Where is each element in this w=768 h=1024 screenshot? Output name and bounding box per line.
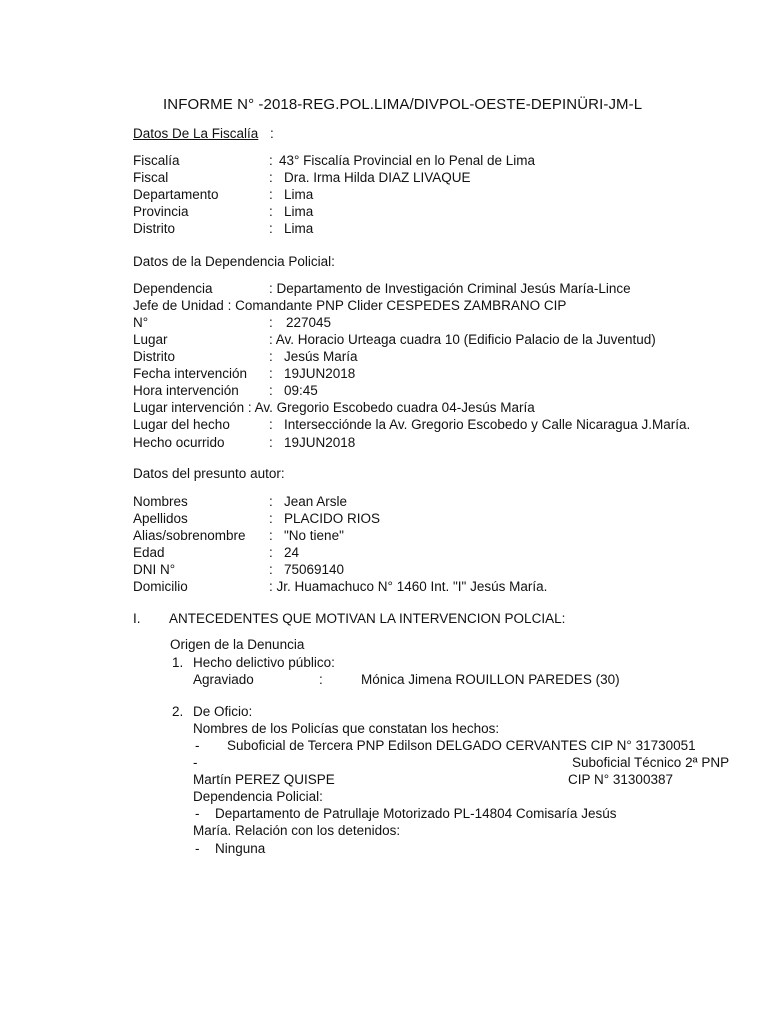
fiscal-value: Dra. Irma Hilda DIAZ LIVAQUE — [284, 170, 471, 185]
alias-label: Alias/sobrenombre — [133, 528, 246, 543]
provincia-label: Provincia — [133, 204, 189, 219]
provincia-value: Lima — [284, 204, 314, 219]
jefe-unidad-line: Jefe de Unidad : Comandante PNP Clider CESPEDES ZAMBRANO CIP — [133, 298, 567, 313]
relacion-dash: - — [195, 841, 200, 856]
officer2-dash: - — [193, 755, 198, 770]
agraviado-colon: : — [319, 672, 323, 687]
hora-intervencion-value: 09:45 — [284, 383, 318, 398]
apellidos-colon: : — [269, 511, 273, 526]
dependencia-dash: - — [195, 806, 200, 821]
hora-intervencion-colon: : — [269, 383, 273, 398]
alias-colon: : — [269, 528, 273, 543]
dependencia-policial-heading: Dependencia Policial: — [193, 789, 323, 804]
lugar-hecho-colon: : — [269, 417, 273, 432]
fiscalia-label: Fiscalía — [133, 153, 180, 168]
distrito-colon: : — [269, 349, 273, 364]
dependencia-value: : Departamento de Investigación Criminal Jesús María-Lince — [269, 281, 631, 296]
numero-label: N° — [133, 315, 149, 330]
antecedentes-heading: ANTECEDENTES QUE MOTIVAN LA INTERVENCION POLCIAL: — [169, 611, 566, 626]
numero-value: 227045 — [286, 315, 332, 330]
provincia-colon: : — [269, 204, 273, 219]
lugar-value: : Av. Horacio Urteaga cuadra 10 (Edificio Palacio de la Juventud) — [269, 332, 656, 347]
fiscal-colon: : — [269, 170, 273, 185]
relacion-text: Ninguna — [215, 841, 266, 856]
dependencia-patrullaje-text: Departamento de Patrullaje Motorizado PL-14804 Comisaría Jesús — [215, 806, 617, 821]
numero-colon: : — [269, 315, 273, 330]
edad-colon: : — [269, 545, 273, 560]
item2-number: 2. — [172, 704, 184, 719]
origen-denuncia: Origen de la Denuncia — [170, 637, 305, 652]
report-title: INFORME N° -2018-REG.POL.LIMA/DIVPOL-OESTE-DEPINÜRI-JM-L — [163, 96, 643, 113]
lugar-hecho-label: Lugar del hecho — [133, 417, 230, 432]
nombres-label: Nombres — [133, 494, 188, 509]
dni-colon: : — [269, 562, 273, 577]
policias-heading: Nombres de los Policías que constatan los hechos: — [193, 721, 500, 736]
distrito-fiscalia-colon: : — [269, 221, 273, 236]
fecha-intervencion-label: Fecha intervención — [133, 366, 248, 381]
hecho-ocurrido-label: Hecho ocurrido — [133, 435, 225, 450]
officer2-name: Martín PEREZ QUISPE — [193, 772, 335, 787]
hora-intervencion-label: Hora intervención — [133, 383, 239, 398]
departamento-label: Departamento — [133, 187, 219, 202]
officer1-text: Suboficial de Tercera PNP Edilson DELGADO CERVANTES CIP N° 31730051 — [227, 738, 696, 753]
departamento-value: Lima — [284, 187, 314, 202]
dni-value: 75069140 — [284, 562, 345, 577]
distrito-label: Distrito — [133, 349, 176, 364]
distrito-fiscalia-value: Lima — [284, 221, 314, 236]
item1-text: Hecho delictivo público: — [193, 655, 335, 670]
dependencia-label: Dependencia — [133, 281, 213, 296]
lugar-hecho-value: Intersecciónde la Av. Gregorio Escobedo y Calle Nicaragua J.María. — [284, 417, 691, 432]
fiscalia-heading-colon: : — [270, 126, 274, 141]
fiscal-label: Fiscal — [133, 170, 169, 185]
nombres-colon: : — [269, 494, 273, 509]
distrito-value: Jesús María — [284, 349, 358, 364]
fiscalia-heading: Datos De La Fiscalía — [133, 126, 259, 141]
fecha-intervencion-value: 19JUN2018 — [284, 366, 356, 381]
apellidos-value: PLACIDO RIOS — [284, 511, 381, 526]
distrito-fiscalia-label: Distrito — [133, 221, 176, 236]
apellidos-label: Apellidos — [133, 511, 188, 526]
hecho-ocurrido-value: 19JUN2018 — [284, 435, 356, 450]
officer2-rank: Suboficial Técnico 2ª PNP — [572, 755, 730, 770]
alias-value: "No tiene" — [284, 528, 344, 543]
departamento-colon: : — [269, 187, 273, 202]
section-numeral: I. — [133, 611, 141, 626]
dependencia-heading: Datos de la Dependencia Policial: — [133, 254, 335, 269]
agraviado-value: Mónica Jimena ROUILLON PAREDES (30) — [361, 672, 620, 687]
hecho-ocurrido-colon: : — [269, 435, 273, 450]
lugar-label: Lugar — [133, 332, 168, 347]
lugar-intervencion-line: Lugar intervención : Av. Gregorio Escobedo cuadra 04-Jesús María — [133, 400, 535, 415]
edad-label: Edad — [133, 545, 165, 560]
domicilio-label: Domicilio — [133, 579, 188, 594]
fiscalia-colon: : — [269, 153, 273, 168]
fecha-intervencion-colon: : — [269, 366, 273, 381]
officer1-dash: - — [195, 738, 200, 753]
dni-label: DNI N° — [133, 562, 176, 577]
edad-value: 24 — [284, 545, 300, 560]
fiscalia-value: 43° Fiscalía Provincial en lo Penal de Lima — [279, 153, 536, 168]
agraviado-label: Agraviado — [193, 672, 254, 687]
autor-heading: Datos del presunto autor: — [133, 466, 285, 481]
dependencia-continuation: María. Relación con los detenidos: — [193, 823, 401, 838]
domicilio-value: : Jr. Huamachuco N° 1460 Int. "I" Jesús María. — [269, 579, 548, 594]
officer2-cip: CIP N° 31300387 — [568, 772, 673, 787]
nombres-value: Jean Arsle — [284, 494, 348, 509]
item1-number: 1. — [172, 655, 184, 670]
item2-text: De Oficio: — [193, 704, 253, 719]
